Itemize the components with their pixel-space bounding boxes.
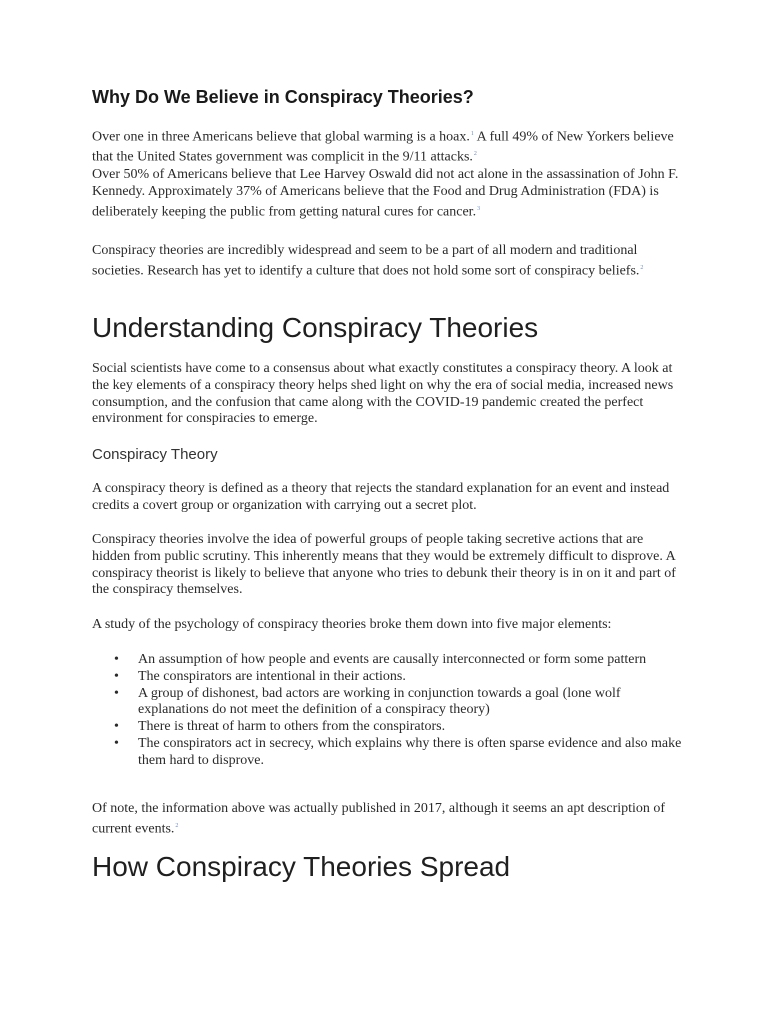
list-item bbox=[92, 652, 682, 669]
list-item bbox=[92, 719, 682, 736]
bullet-icon: • bbox=[114, 685, 119, 701]
footnote-ref[interactable]: 2 bbox=[473, 151, 477, 158]
bullet-icon: • bbox=[114, 652, 119, 667]
list-item-text: There is threat of harm to others from the conspirators. bbox=[138, 719, 446, 735]
intro-text-3: Over 50% of Americans believe that Lee Harvey Oswald did not act alone in the assassination of John F. Kennedy. Approximately 37% of Americans believe that the Food and Drug Administration (FDA) is deliberately keeping the public from getting natural cures for cancer. bbox=[92, 166, 679, 220]
list-item bbox=[92, 669, 682, 686]
widespread-paragraph bbox=[92, 243, 682, 280]
list-item-text: The conspirators act in secrecy, which explains why there is often sparse evidence and also make them hard to disprove. bbox=[138, 735, 682, 768]
intro-paragraph bbox=[92, 126, 682, 221]
elements-list bbox=[92, 652, 682, 770]
list-item-text: The conspirators are intentional in their actions. bbox=[138, 668, 406, 684]
definition-paragraph: A conspiracy theory is defined as a theory that rejects the standard explanation for an event and instead credits a covert group or organization with carrying out a secret plot. bbox=[92, 481, 670, 513]
footnote-ref[interactable]: 1 bbox=[470, 131, 474, 137]
study-intro-paragraph: A study of the psychology of conspiracy theories broke them down into five major elements: bbox=[92, 617, 612, 632]
section-heading-spread: How Conspiracy Theories Spread bbox=[92, 851, 511, 882]
understanding-paragraph: Social scientists have come to a consensus about what exactly constitutes a conspiracy theory. A look at the key elements of a conspiracy theory helps shed light on why the era of social media, increased news consumption, and the confusion that came along with the COVID-19 pandemic created the perfect environment for conspiracies to emerge. bbox=[92, 361, 674, 427]
intro-text-1: Over one in three Americans believe that global warming is a hoax. bbox=[92, 129, 470, 145]
bullet-icon: • bbox=[114, 719, 119, 735]
article-title: Why Do We Believe in Conspiracy Theories? bbox=[92, 87, 474, 107]
list-item bbox=[92, 686, 682, 720]
bullet-icon: • bbox=[114, 735, 119, 751]
bullet-icon: • bbox=[114, 668, 119, 684]
footnote-ref[interactable]: 2 bbox=[175, 822, 179, 829]
note-text: Of note, the information above was actually published in 2017, although it seems an apt description of current events. bbox=[92, 801, 666, 837]
footnote-ref[interactable]: 2 bbox=[640, 264, 644, 271]
list-item bbox=[92, 736, 682, 770]
widespread-text: Conspiracy theories are incredibly widespread and seem to be a part of all modern and traditional societies. Research has yet to identify a culture that does not hold some sort of conspiracy beliefs. bbox=[92, 243, 640, 279]
subheading-conspiracy-theory: Conspiracy Theory bbox=[92, 446, 218, 463]
note-paragraph bbox=[92, 801, 682, 838]
list-item-text: An assumption of how people and events are causally interconnected or form some pattern bbox=[138, 652, 647, 667]
intro-text-2: A full 49% of New Yorkers believe that the United States government was complicit in the 9/11 attacks. bbox=[92, 129, 674, 166]
footnote-ref[interactable]: 3 bbox=[477, 205, 481, 212]
section-heading-understanding: Understanding Conspiracy Theories bbox=[92, 312, 539, 343]
powerful-groups-paragraph: Conspiracy theories involve the idea of powerful groups of people taking secretive actions that are hidden from public scrutiny. This inherently means that they would be extremely difficult to disprove. A conspiracy theorist is likely to believe that anyone who tries to debunk their theory is in on it and part of the conspiracy themselves. bbox=[92, 532, 676, 598]
list-item-text: A group of dishonest, bad actors are working in conjunction towards a goal (lone wolf explanations do not meet the definition of a conspiracy theory) bbox=[138, 685, 621, 718]
